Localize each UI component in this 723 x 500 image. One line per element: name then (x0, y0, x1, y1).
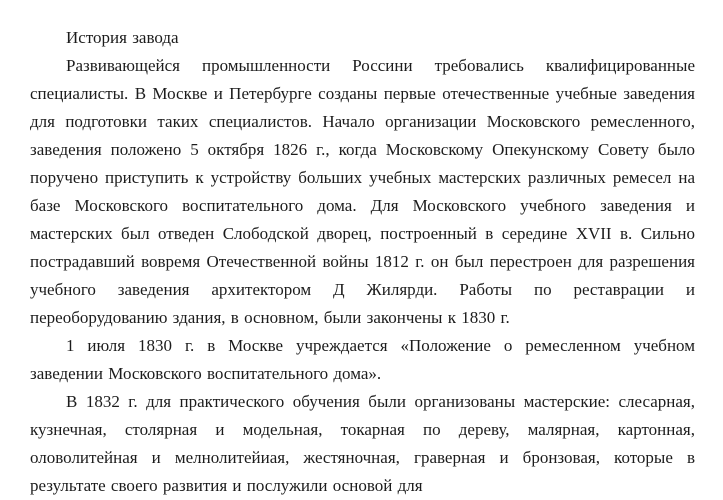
document-heading: История завода (66, 28, 179, 47)
paragraph-history-intro: Развивающейся промышленности Россини требовались квалифицированные специалисты. В Москве и Петербурге созданы первые отечественные учебные заведения для подготовки таких специалистов. Начало организации Московского ремесленного, заведения положено 5 октября 1826 г., когда Московскому Опекунскому Совету было поручено приступить к устройству больших учебных мастерских различных ремесел на базе Московского воспитательного дома. Для Московского учебного заведения и мастерских был отведен Слободской дворец, построенный в середине XVII в. Сильно пострадавший вовремя Отечественной войны 1812 г. он был перестроен для разрешения учебного заведения архитектором Д Жилярди. Работы по реставрации и переоборудованию здания, в основном, были закончены к 1830 г. (30, 56, 695, 327)
document-page (30, 24, 695, 500)
paragraph-1830-statute: 1 июля 1830 г. в Москве учреждается «Положение о ремесленном учебном заведении Московского воспитательного дома». (30, 336, 695, 383)
paragraph-1832-workshops: В 1832 г. для практического обучения были организованы мастерские: слесарная, кузнечная, столярная и модельная, токарная по дереву, малярная, картонная, оловолитейная и мелнолитейиая, жестяночная, граверная и бронзовая, которые в результате своего развития и послужили основой для (30, 392, 695, 495)
